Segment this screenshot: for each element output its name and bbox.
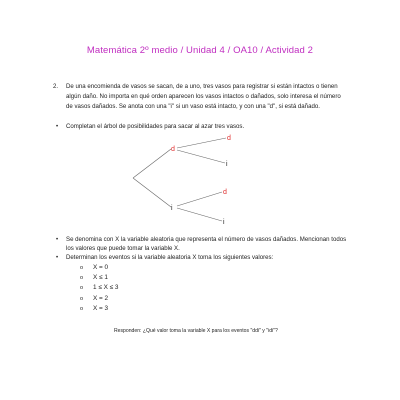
bullet-text: Completan el árbol de posibilidades para sacar al azar tres vasos. bbox=[66, 123, 245, 130]
values-list bbox=[80, 263, 119, 314]
list-item bbox=[80, 294, 119, 304]
list-marker: o bbox=[80, 295, 84, 302]
problem-number: 2. bbox=[53, 83, 59, 90]
branch-root-i bbox=[133, 178, 171, 207]
branch-d-i bbox=[177, 150, 225, 163]
list-item-text: X = 0 bbox=[93, 264, 109, 271]
bullet-marker: • bbox=[56, 124, 59, 130]
list-item-text: X = 3 bbox=[93, 304, 109, 312]
bullet-text: Determinan los eventos si la variable aleatoria X toma los siguientes valores: bbox=[66, 254, 274, 261]
document-title: Matemática 2º medio / Unidad 4 / OA10 / Actividad 2 bbox=[86, 45, 314, 56]
tree-leaf-d-bottom: d bbox=[223, 189, 227, 196]
list-marker: o bbox=[80, 265, 84, 271]
bullet-text: Se denomina con X la variable aleatoria que representa el número de vasos dañados. Mencionan todos los valores que puede tomar la variable X. bbox=[66, 236, 347, 252]
list-item bbox=[80, 263, 119, 273]
list-item-text: X ≤ 1 bbox=[93, 274, 108, 282]
tree-leaf-d-top: d bbox=[227, 135, 231, 142]
tree-node-d: d bbox=[171, 146, 175, 153]
list-item-text: 1 ≤ X ≤ 3 bbox=[93, 284, 119, 292]
tree-node-i: i bbox=[171, 205, 173, 212]
bullet-random-variable bbox=[56, 236, 351, 253]
list-marker: o bbox=[80, 305, 84, 312]
branch-root-d bbox=[133, 149, 171, 178]
bullet-marker: • bbox=[56, 237, 59, 243]
problem-text: De una encomienda de vasos se sacan, de a uno, tres vasos para registrar si están intactos o tienen algún daño. No importa en qué orden aparecen los vasos intactos o dañados, solo interesa el número de vasos dañados. Se anota con una "i" si un vaso está intacto, y con una "d", si está dañado. bbox=[66, 83, 341, 111]
list-item bbox=[80, 304, 119, 314]
list-marker: o bbox=[80, 285, 84, 292]
branch-d-d bbox=[177, 138, 226, 148]
list-marker: o bbox=[80, 275, 84, 282]
branch-i-d bbox=[177, 192, 222, 206]
bullet-determine-events bbox=[56, 254, 351, 263]
tree-leaf-i-top: i bbox=[226, 161, 228, 168]
list-item bbox=[80, 283, 119, 293]
tree-leaf-i-bottom: i bbox=[223, 219, 225, 226]
bullet-marker: • bbox=[56, 255, 59, 261]
branch-i-i bbox=[177, 208, 222, 221]
list-item-text: X = 2 bbox=[93, 294, 109, 302]
answer-prompt: Responden: ¿Qué valor toma la variable X para los eventos "ddi" y "idi"? bbox=[114, 328, 278, 334]
list-item bbox=[80, 273, 119, 283]
tree-branches bbox=[133, 138, 226, 221]
